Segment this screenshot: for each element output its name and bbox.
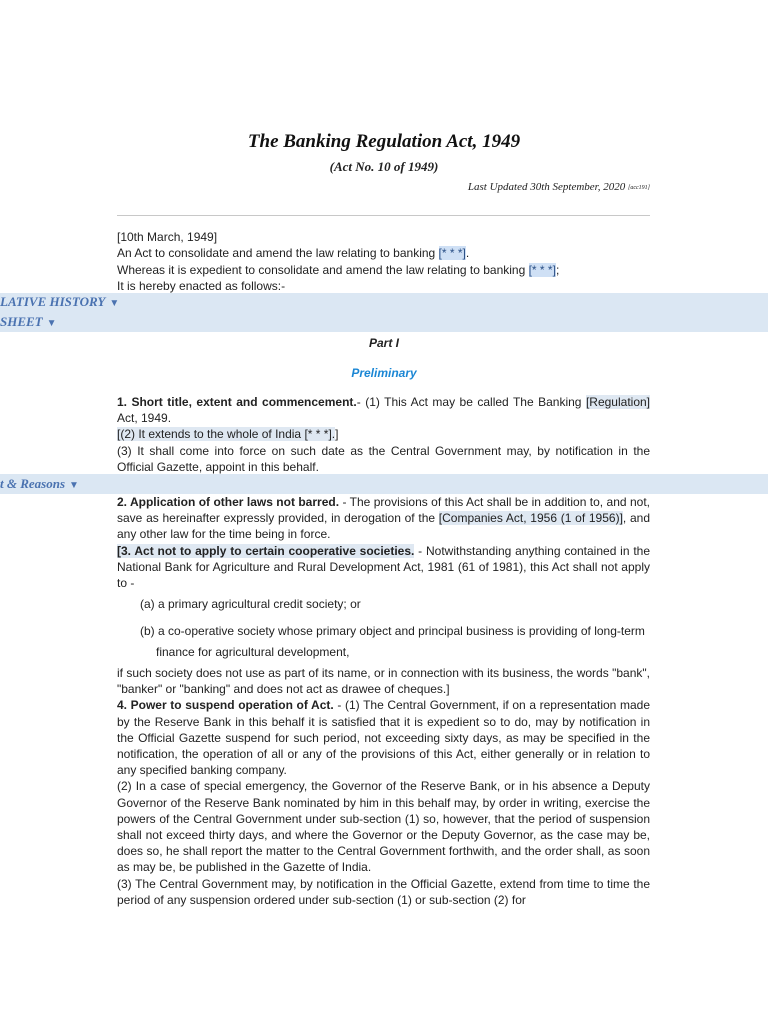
section-heading: 2. Application of other laws not barred. xyxy=(117,495,340,509)
omission-link[interactable]: [* * *] xyxy=(528,262,556,277)
last-updated-text: Last Updated 30th September, 2020 xyxy=(467,181,626,193)
preamble-line-2: Whereas it is expedient to consolidate and amend the law relating to banking [* * *]; xyxy=(117,262,560,277)
omission-link[interactable]: [* * *] xyxy=(438,246,466,261)
section-1: 1. Short title, extent and commencement.- (1) This Act may be called The Banking [Regulation] Act, 1949. [(2) It extends to the whole of India [* * *].] (3) It shall come into force on such date as the Central Government may, by notification in the Official Gazette, appoint in this behalf. xyxy=(117,395,650,474)
act-number: (Act No. 10 of 1949) xyxy=(329,159,439,174)
amendment-link[interactable]: [(2) It extends to the whole of India [* * *]. xyxy=(117,427,336,442)
part-label: Part I xyxy=(368,336,399,350)
section-2: 2. Application of other laws not barred. - The provisions of this Act shall be in addition to, and not, save as hereinafter expressly provided, in derogation of the [Companies Act, 1956 (1 of 1956)], and any other law for the time being in force. [3. Act not to apply to certain cooperative societies. - Notwithstanding anything contained in the National Bank for Agriculture and Rural Development Act, 1981 (61 of 1981), this Act shall not apply to - xyxy=(117,495,651,591)
enactment-date: [10th March, 1949] xyxy=(117,230,218,244)
preamble xyxy=(117,229,657,294)
last-updated xyxy=(468,181,650,193)
section-3-proviso: if such society does not use as part of its name, or in connection with its business, the words "bank", "banker" or "banking" and does not act as drawee of cheques.] xyxy=(117,666,650,697)
legislative-history-label: LATIVE HISTORY xyxy=(0,294,106,309)
preamble-line-1: An Act to consolidate and amend the law relating to banking [* * *]. xyxy=(117,246,470,261)
sub-section: (2) In a case of special emergency, the Governor of the Reserve Bank, or in his absence a Deputy Governor of the Reserve Bank nominated by him in this behalf may, by order in writing, exercise the powers of the Central Government under sub-section (1) so, however, that the period of suspension shall not exceed thirty days, and where the Governor or the Deputy Governor, as the case may be, does so, he shall report the matter to the Central Government forthwith, and the order shall, as soon as may be, be published in the Gazette of India. xyxy=(117,779,650,875)
objects-reasons-label: t & Reasons xyxy=(0,476,66,491)
sheet-toggle[interactable] xyxy=(0,314,57,330)
reference-tag[interactable]: [acc191] xyxy=(628,185,650,191)
section-heading[interactable]: [3. Act not to apply to certain cooperative societies. xyxy=(117,543,415,558)
objects-reasons-toggle[interactable] xyxy=(0,476,79,492)
objects-reasons-band xyxy=(0,474,768,494)
caret-down-icon: ▼ xyxy=(46,318,57,329)
chapter-heading: Preliminary xyxy=(351,366,417,380)
legislative-history-band xyxy=(0,293,768,332)
caret-down-icon: ▼ xyxy=(109,298,120,309)
sub-section: (3) The Central Government may, by notification in the Official Gazette, extend from time to time the period of any suspension ordered under sub-section (1) or sub-section (2) for xyxy=(117,876,650,907)
section-3-4: if such society does not use as part of its name, or in connection with its business, the words "bank", "banker" or "banking" and does not act as drawee of cheques.] 4. Power to suspend operation of Act. - (1) The Central Government, if on a representation made by the Reserve Bank in this behalf it is satisfied that it is expedient so to do, may by notification in the Official Gazette suspend for such period, not exceeding sixty days, as may be specified in the notification, the operation of all or any of the provisions of this Act, either generally or in relation to any specified banking company. (2) In a case of special emergency, the Governor of the Reserve Bank, or in his absence a Deputy Governor of the Reserve Bank nominated by him in this behalf may, by order in writing, exercise the powers of the Central Government under sub-section (1) so, however, that the period of suspension shall not exceed thirty days, and where the Governor or the Deputy Governor, as the case may be, does so, he shall report the matter to the Central Government forthwith, and the order shall, as soon as may be, be published in the Gazette of India. (3) The Central Government may, by notification in the Official Gazette, extend from time to time the period of any suspension ordered under sub-section (1) or sub-section (2) for xyxy=(117,666,650,907)
caret-down-icon: ▼ xyxy=(69,480,79,491)
amendment-link[interactable]: [Companies Act, 1956 (1 of 1956)] xyxy=(438,511,623,526)
section-heading: 4. Power to suspend operation of Act. xyxy=(117,698,334,713)
sheet-label: SHEET xyxy=(0,314,43,329)
amendment-link[interactable]: [Regulation] xyxy=(585,395,650,409)
sub-section: (3) It shall come into force on such date as the Central Government may, by notification in the Official Gazette, appoint in this behalf. xyxy=(117,443,650,474)
clause-b: (b) a co-operative society whose primary object and principal business is providing of long-term finance for agricultural development, xyxy=(140,624,645,659)
section-heading: 1. Short title, extent and commencement. xyxy=(117,395,357,409)
legislative-history-toggle[interactable] xyxy=(0,294,119,310)
clause-a: (a) a primary agricultural credit society; or xyxy=(140,597,361,611)
header-divider xyxy=(117,215,650,216)
document-title: The Banking Regulation Act, 1949 xyxy=(247,131,521,152)
preamble-line-3: It is hereby enacted as follows:- xyxy=(117,278,286,293)
